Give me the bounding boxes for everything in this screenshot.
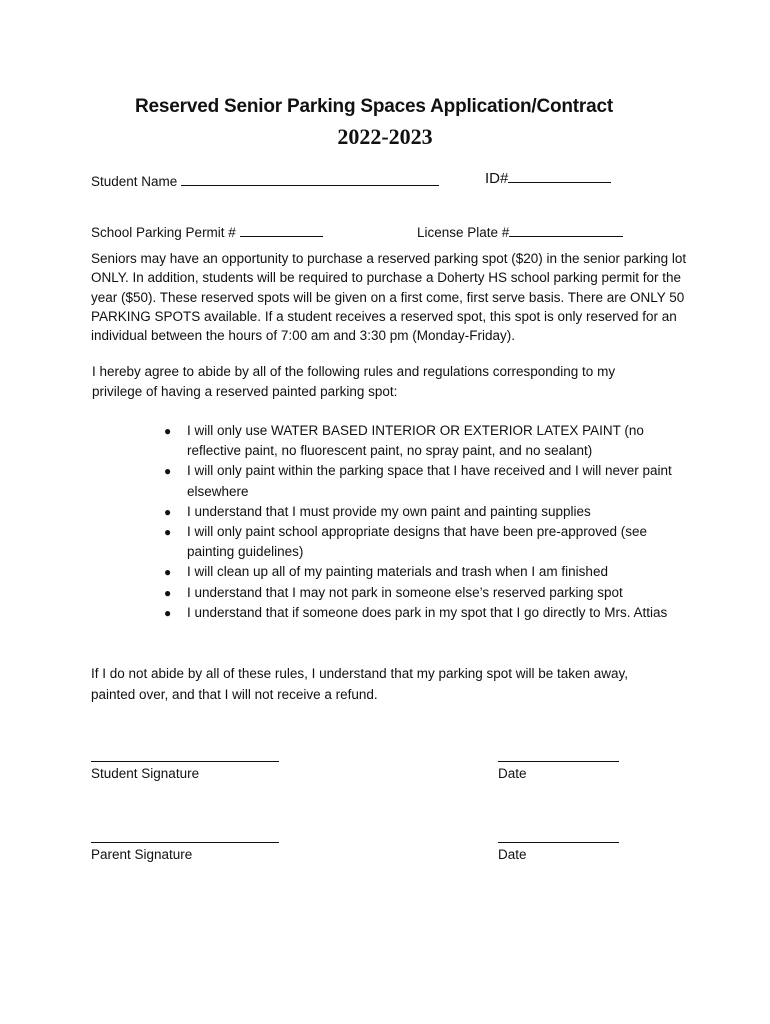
plate-label: License Plate #	[417, 225, 510, 240]
list-item: ● I will clean up all of my painting materials and trash when I am finished	[164, 562, 684, 582]
bullet-icon: ●	[164, 424, 172, 438]
plate-row	[417, 223, 623, 243]
plate-field[interactable]	[509, 224, 623, 237]
parent-signature-label: Parent Signature	[91, 847, 193, 862]
permit-row	[91, 223, 323, 243]
list-item: ● I understand that I must provide my own paint and painting supplies	[164, 502, 684, 522]
document-year: 2022-2023	[337, 124, 433, 149]
student-date-line[interactable]	[498, 761, 619, 762]
bullet-icon: ●	[164, 464, 172, 479]
bullet-icon: ●	[164, 585, 172, 600]
bullet-icon: ●	[164, 504, 172, 519]
list-item: ● I will only paint school appropriate designs that have been pre-approved (see painting guidelines)	[164, 524, 648, 560]
list-item: ● I understand that I may not park in someone else’s reserved parking spot	[164, 583, 684, 603]
closing-paragraph: If I do not abide by all of these rules, I understand that my parking spot will be taken away, painted over, and that I will not receive a refund.	[91, 666, 629, 702]
rules-list	[164, 421, 684, 623]
list-item: ● I will only paint within the parking space that I have received and I will never paint elsewhere	[164, 463, 672, 499]
bullet-icon: ●	[164, 525, 172, 540]
parent-date-line[interactable]	[498, 842, 619, 843]
id-field[interactable]	[508, 170, 611, 183]
intro-paragraph: Seniors may have an opportunity to purchase a reserved parking spot ($20) in the senior parking lot ONLY. In addition, students will be required to purchase a Doherty HS school parking permit for the year ($50). These reserved spots will be given on a first come, first serve basis. There are ONLY 50 PARKING SPOTS available. If a student receives a reserved spot, this spot is only reserved for an individual between the hours of 7:00 am and 3:30 pm (Monday-Friday).	[91, 251, 687, 344]
permit-field[interactable]	[240, 224, 323, 237]
student-name-label: Student Name	[91, 174, 178, 189]
student-name-field[interactable]	[181, 173, 439, 186]
bullet-icon: ●	[164, 565, 172, 580]
student-name-row	[91, 172, 439, 192]
document-title: Reserved Senior Parking Spaces Application/Contract	[135, 96, 613, 117]
student-date-label: Date	[498, 766, 527, 781]
bullet-icon: ●	[164, 605, 172, 620]
permit-label: School Parking Permit #	[91, 225, 236, 240]
id-label: ID#	[485, 170, 509, 187]
student-signature-label: Student Signature	[91, 766, 200, 781]
agreement-paragraph: I hereby agree to abide by all of the following rules and regulations corresponding to my privilege of having a reserved painted parking spot:	[92, 364, 616, 399]
parent-signature-line[interactable]	[91, 842, 279, 843]
student-signature-line[interactable]	[91, 761, 279, 762]
id-row	[485, 169, 611, 189]
list-item: ● I will only use WATER BASED INTERIOR OR EXTERIOR LATEX PAINT (no reflective paint, no fluorescent paint, no spray paint, and no sealant)	[164, 423, 644, 459]
parent-date-label: Date	[498, 847, 527, 862]
list-item: ● I understand that if someone does park in my spot that I go directly to Mrs. Attias	[164, 603, 684, 623]
